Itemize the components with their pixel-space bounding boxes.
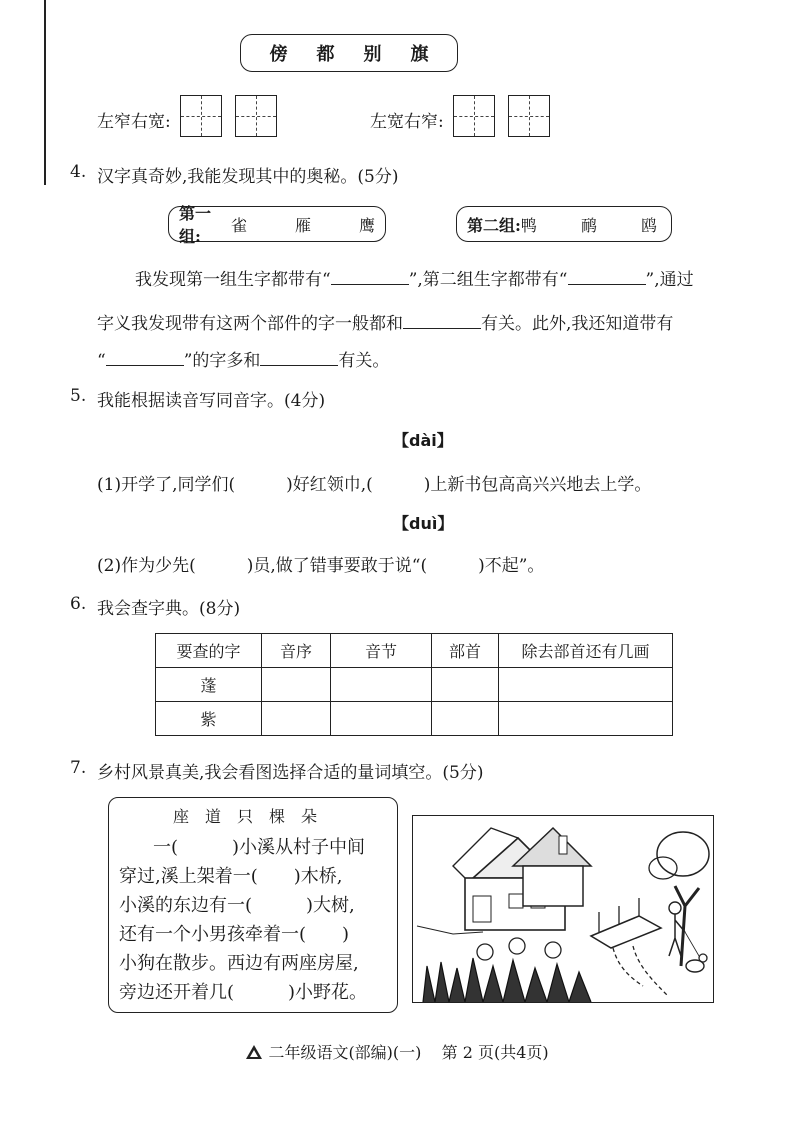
q4-group2-box (456, 206, 672, 242)
q6-number: 6. (70, 594, 87, 614)
writing-grid[interactable] (180, 95, 222, 137)
page-footer (0, 1040, 794, 1064)
village-scene-drawing (413, 816, 713, 1002)
answer-cell[interactable] (262, 668, 331, 702)
q7-title: 乡村风景真美,我会看图选择合适的量词填空。(5分) (97, 763, 484, 783)
q4-line-2 (97, 309, 673, 334)
q6-title: 我会查字典。(8分) (97, 599, 241, 619)
q7-number: 7. (70, 758, 87, 778)
group-char: 傍 (269, 44, 288, 65)
answer-cell[interactable] (432, 702, 499, 736)
q4-group1-box (168, 204, 386, 246)
dictionary-table (155, 633, 673, 736)
village-scene-illustration (412, 815, 714, 1003)
group1-char: 鹰 (358, 215, 375, 235)
pinyin-dai: 【dài】 (393, 431, 453, 450)
answer-cell[interactable] (331, 702, 432, 736)
answer-cell[interactable] (262, 702, 331, 736)
logo-triangle-icon (245, 1044, 263, 1064)
story-line: 一( )小溪从村子中间 (153, 837, 366, 858)
word-bank: 座 道 只 棵 朵 (173, 807, 318, 826)
writing-grid[interactable] (235, 95, 277, 137)
table-row (156, 668, 673, 702)
answer-cell[interactable] (331, 668, 432, 702)
q5-sentence-1: (1)开学了,同学们( )好红领巾,( )上新书包高高兴兴地去上学。 (97, 475, 652, 495)
writing-grid[interactable] (508, 95, 550, 137)
group-char: 都 (316, 44, 335, 65)
footer-book-title: 二年级语文(部编)(一) (268, 1043, 422, 1062)
story-line: 小狗在散步。西边有两座房屋, (119, 953, 359, 974)
lookup-char: 紫 (156, 702, 262, 736)
q5-number: 5. (70, 386, 87, 406)
answer-blank[interactable] (260, 349, 338, 366)
answer-blank[interactable] (403, 312, 481, 329)
lookup-char: 蓬 (156, 668, 262, 702)
group-char: 别 (363, 44, 382, 65)
group1-label: 第一组: (179, 204, 212, 246)
group1-char: 雁 (294, 215, 311, 235)
q4-text: 有关。 (338, 351, 390, 371)
q4-title: 汉字真奇妙,我能发现其中的奥秘。(5分) (97, 167, 399, 187)
q5-sentence-2: (2)作为少先( )员,做了错事要敢于说“( )不起”。 (97, 556, 545, 576)
q4-text: 字义我发现带有这两个部件的字一般都和 (97, 314, 403, 334)
story-line: 还有一个小男孩牵着一( ) (119, 924, 350, 945)
table-row (156, 702, 673, 736)
answer-cell[interactable] (499, 702, 673, 736)
group2-label: 第二组: (467, 215, 521, 235)
answer-blank[interactable] (331, 268, 409, 285)
q4-number: 4. (70, 162, 87, 182)
group2-char: 鸭 (520, 215, 537, 235)
header-cell: 除去部首还有几画 (499, 634, 673, 668)
story-box (108, 797, 398, 1013)
story-line: 小溪的东边有一( )大树, (119, 895, 355, 916)
q4-line-3 (97, 346, 389, 371)
q4-text: 我发现第一组生字都带有“ (135, 270, 331, 290)
footer-page-number: 第 2 页(共4页) (441, 1043, 549, 1062)
answer-blank[interactable] (106, 349, 184, 366)
q4-text: ”,通过 (645, 270, 694, 290)
margin-binding-line (44, 0, 46, 185)
pinyin-dui: 【duì】 (393, 514, 454, 533)
header-cell: 音序 (262, 634, 331, 668)
writing-grid[interactable] (453, 95, 495, 137)
char-group-box (240, 34, 458, 72)
q5-title: 我能根据读音写同音字。(4分) (97, 391, 326, 411)
story-line: 穿过,溪上架着一( )木桥, (119, 866, 343, 887)
group1-char: 雀 (230, 215, 247, 235)
group2-char: 鸥 (640, 215, 657, 235)
q4-text: 有关。此外,我还知道带有 (481, 314, 674, 334)
left-narrow-label: 左窄右宽: (97, 112, 171, 132)
q4-text: ”,第二组生字都带有“ (408, 270, 568, 290)
header-cell: 音节 (331, 634, 432, 668)
group-char: 旗 (410, 44, 429, 65)
answer-blank[interactable] (568, 268, 646, 285)
right-narrow-label: 左宽右窄: (370, 112, 444, 132)
story-line: 旁边还开着几( )小野花。 (119, 982, 368, 1003)
q4-text: “ (97, 351, 106, 371)
q4-text: ”的字多和 (183, 351, 261, 371)
answer-cell[interactable] (432, 668, 499, 702)
group2-char: 鸸 (580, 215, 597, 235)
header-cell: 部首 (432, 634, 499, 668)
table-header-row (156, 634, 673, 668)
q4-line-1 (135, 265, 694, 290)
answer-cell[interactable] (499, 668, 673, 702)
header-cell: 要查的字 (156, 634, 262, 668)
